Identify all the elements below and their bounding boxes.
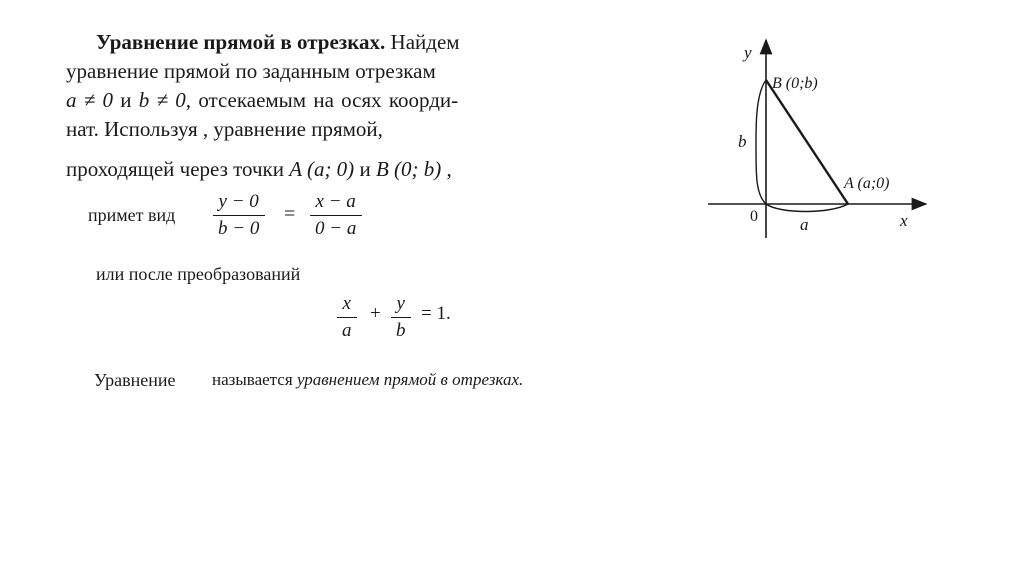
- final-rhs: = 1.: [421, 303, 451, 324]
- form1-prefix: примет вид: [88, 205, 176, 225]
- y-axis-label: y: [744, 43, 752, 62]
- form1-lhs-numerator: y − 0: [213, 191, 265, 216]
- conclusion-term: уравнением прямой в отрезках.: [296, 370, 524, 389]
- final-frac-y: [390, 293, 412, 342]
- segment-a-label: a: [800, 215, 809, 234]
- final-b-denominator: b: [396, 320, 406, 341]
- b-not-zero: b ≠ 0,: [138, 88, 192, 112]
- line3-rest: отсекаемым на осях коорди-: [198, 88, 459, 112]
- segment-b-label: b: [738, 132, 747, 151]
- heading-rest: Найдем: [390, 30, 460, 54]
- text-line-3: [66, 88, 458, 113]
- line5-pre: проходящей через точки: [66, 157, 284, 181]
- point-a-label: A (a;0): [844, 175, 890, 192]
- segment-a-brace: [766, 204, 848, 212]
- line5-and: и: [359, 157, 371, 181]
- conclusion-mid: называется: [212, 370, 293, 389]
- final-x-numerator: x: [337, 293, 357, 318]
- transform-text: или после преобразований: [96, 264, 301, 284]
- origin-label: 0: [750, 208, 758, 225]
- line5-comma: ,: [446, 157, 452, 181]
- text-line-5: [66, 157, 452, 182]
- text-line-4: нат. Используя , уравнение прямой,: [66, 117, 383, 141]
- form1-rhs-denominator: 0 − a: [315, 218, 357, 239]
- form1-equals: =: [284, 203, 296, 225]
- final-a-denominator: a: [342, 320, 352, 341]
- x-axis-label: x: [900, 211, 908, 230]
- heading-line: [96, 30, 460, 55]
- intercept-diagram: [700, 30, 940, 250]
- form1-lhs-fraction: [212, 191, 265, 240]
- a-not-zero: a ≠ 0: [66, 88, 114, 112]
- conclusion-line: [212, 370, 523, 390]
- form1-rhs-fraction: [309, 191, 362, 240]
- final-frac-x: [336, 293, 358, 342]
- final-plus: +: [370, 303, 381, 324]
- and-word: и: [120, 88, 132, 112]
- form1-lhs-denominator: b − 0: [218, 218, 260, 239]
- conclusion-pre: Уравнение: [94, 370, 176, 390]
- point-b-text: B (0; b): [375, 157, 442, 181]
- segment-b-brace: [756, 80, 766, 204]
- point-b-label: B (0;b): [772, 75, 818, 92]
- form1-rhs-numerator: x − a: [310, 191, 362, 216]
- text-line-2: уравнение прямой по заданным отрезкам: [66, 59, 436, 83]
- intercept-line: [766, 80, 848, 204]
- heading-title: Уравнение прямой в отрезках.: [96, 30, 386, 54]
- final-y-numerator: y: [391, 293, 411, 318]
- point-a-text: A (a; 0): [289, 157, 355, 181]
